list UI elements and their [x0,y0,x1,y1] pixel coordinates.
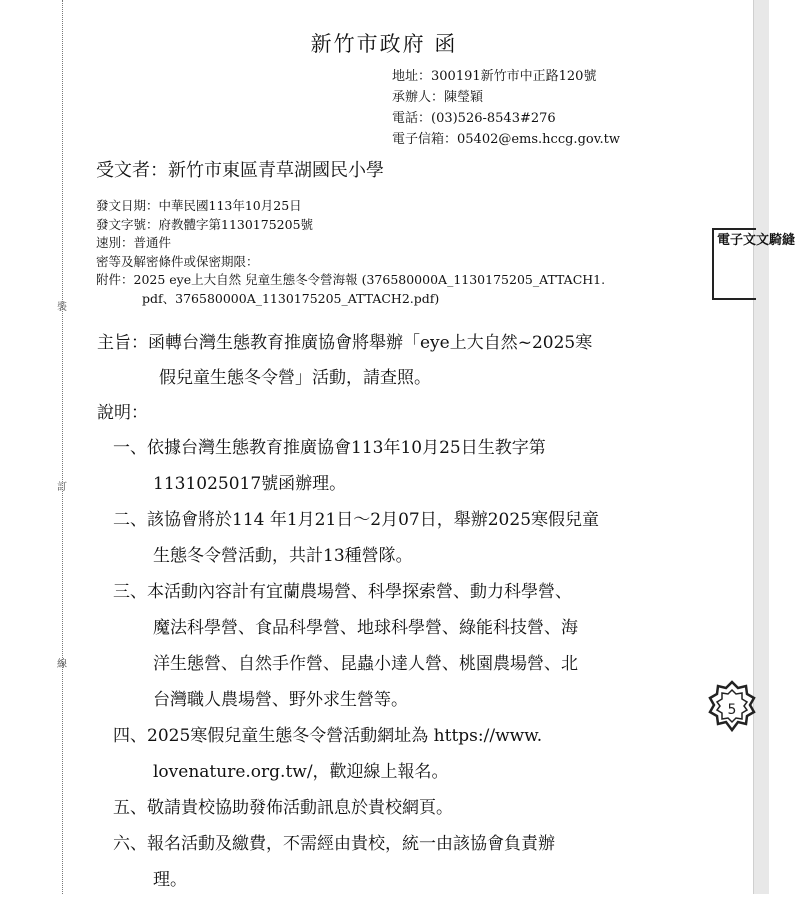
list-item [113,574,599,718]
item-line: 1131025017號函辦理。 [153,474,347,494]
contact-block [392,66,620,150]
explanation-heading: 說明： [97,403,148,423]
security-level: 密等及解密條件或保密期限： [96,253,259,269]
margin-mark-zhuang: 裝 [57,302,67,313]
item-line: 理。 [153,870,187,890]
item-line: 五、敬請貴校協助發佈活動訊息於貴校網頁。 [113,798,453,818]
meta-block [96,197,605,308]
item-line: 二、該協會將於114 年1月21日～2月07日，舉辦2025寒假兒童 [113,510,600,530]
email: 電子信箱：05402@ems.hccg.gov.tw [392,132,621,147]
electronic-seal-stamp: 電子文文騎縫 [712,228,756,300]
item-line: 台灣職人農場營、野外求生營等。 [153,690,408,710]
subject [97,326,592,396]
speed: 速別：普通件 [96,235,172,250]
issue-number: 發文字號：府教體字第1130175205號 [96,216,314,232]
issue-date: 發文日期：中華民國113年10月25日 [96,198,302,213]
page-seal-stamp [710,680,754,738]
subject-line: 假兒童生態冬令營」活動，請查照。 [159,368,431,388]
address: 地址：300191新竹市中正路120號 [392,69,597,84]
item-line: 三、本活動內容計有宜蘭農場營、科學探索營、動力科學營、 [113,582,572,602]
list-item [113,790,599,826]
item-line: 洋生態營、自然手作營、昆蟲小達人營、桃園農場營、北 [153,654,578,674]
page-edge [753,0,769,894]
item-line: 四、2025寒假兒童生態冬令營活動網址為 https://www. [113,726,543,746]
list-item [113,430,599,502]
explanation-list [113,430,599,898]
margin-mark-ding: 訂 [57,482,67,493]
item-line: 一、依據台灣生態教育推廣協會113年10月25日生教字第 [113,438,546,458]
page-number: 5 [727,702,737,718]
subject-line: 主旨：函轉台灣生態教育推廣協會將舉辦「eye上大自然~2025寒 [97,333,593,353]
item-line: 魔法科學營、食品科學營、地球科學營、綠能科技營、海 [153,618,578,638]
list-item [113,502,599,574]
seal-gear-icon [710,680,754,738]
list-item [113,826,599,898]
phone: 電話：(03)526-8543#276 [392,111,556,126]
list-item [113,718,599,790]
recipient: 受文者：新竹市東區青草湖國民小學 [96,160,384,181]
binding-line [62,0,63,894]
attachment-continued: pdf、376580000A_1130175205_ATTACH2.pdf) [142,290,440,306]
item-line: 生態冬令營活動，共計13種營隊。 [153,546,413,566]
handler: 承辦人：陳瑩穎 [392,90,484,105]
document-title: 新竹市政府 函 [310,32,458,56]
item-line: 六、報名活動及繳費，不需經由貴校，統一由該協會負責辦 [113,834,555,854]
item-line: lovenature.org.tw/，歡迎線上報名。 [153,762,449,782]
margin-mark-xian: 線 [57,659,67,670]
attachment: 附件：2025 eye上大自然 兒童生態冬令營海報 (376580000A_1130175205_ATTACH1. [96,272,606,287]
